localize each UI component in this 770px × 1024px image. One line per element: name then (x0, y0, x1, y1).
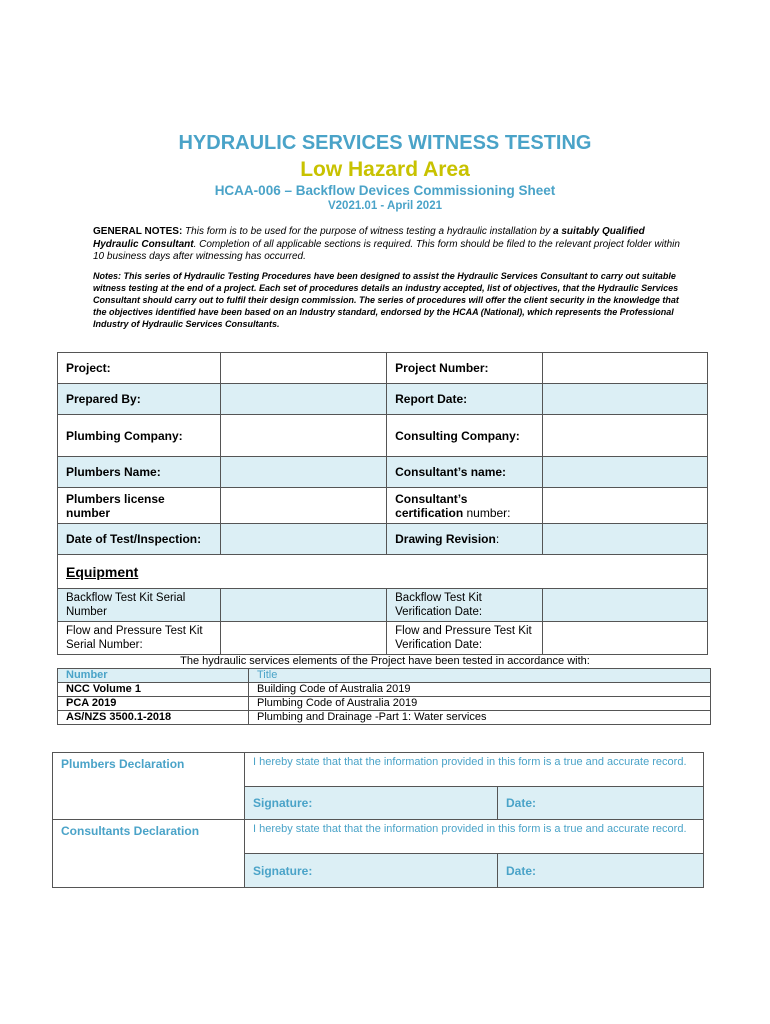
page-title: HYDRAULIC SERVICES WITNESS TESTING (178, 132, 592, 154)
backflow-serial-field[interactable] (221, 589, 387, 622)
project-number-field[interactable] (542, 353, 707, 384)
plumbers-name-label: Plumbers Name: (58, 457, 221, 488)
backflow-verification-field[interactable] (542, 589, 707, 622)
report-date-field[interactable] (542, 384, 707, 415)
consultants-declaration-statement: I hereby state that that the information provided in this form is a true and accurate record. (245, 820, 704, 854)
plumbers-declaration-label: Plumbers Declaration (53, 753, 245, 820)
general-notes-label: GENERAL NOTES: (93, 226, 183, 237)
consultants-declaration-label: Consultants Declaration (53, 820, 245, 888)
plumbing-company-field[interactable] (221, 415, 387, 457)
drawing-revision-colon: : (495, 532, 500, 546)
project-details-table (57, 352, 708, 655)
standards-statement: The hydraulic services elements of the Project have been tested in accordance with: (180, 655, 590, 667)
general-notes (93, 226, 683, 264)
consultants-name-field[interactable] (542, 457, 707, 488)
standard-number: AS/NZS 3500.1-2018 (58, 711, 249, 725)
plumbing-company-label: Plumbing Company: (58, 415, 221, 457)
consultants-name-label: Consultant’s name: (387, 457, 543, 488)
standards-number-header: Number (58, 669, 249, 683)
project-number-label: Project Number: (387, 353, 543, 384)
consultants-certification-label (387, 488, 543, 524)
equipment-heading: Equipment (58, 555, 708, 589)
general-notes-text1: This form is to be used for the purpose of witness testing a hydraulic installation by (182, 226, 554, 237)
flow-verification-label: Flow and Pressure Test Kit Verification Date: (387, 622, 543, 655)
procedures-notes: Notes: This series of Hydraulic Testing Procedures have been designed to assist the Hydraulic Services Consultant to carry out suitable witness testing at the end of a project. Each set of procedures details an industry accepted, list of objectives, that the Hydraulic Services Consultant should carry out to fulfil their design commission. The series of procedures will offer the client security in the knowledge that the objectives identified have been based on an Industry standard, endorsed by the HCAA (National), which represents the Professional Industry of Hydraulic Services Consultants. (93, 271, 679, 329)
plumbers-date-field[interactable]: Date: (498, 787, 704, 820)
consultants-signature-field[interactable]: Signature: (245, 854, 498, 888)
drawing-revision-field[interactable] (542, 524, 707, 555)
report-date-label: Report Date: (387, 384, 543, 415)
general-notes-emphasis: a suitably Qualified Hydraulic Consultant (93, 226, 645, 250)
drawing-revision-text: Drawing Revision (395, 532, 496, 546)
standard-title: Building Code of Australia 2019 (249, 683, 711, 697)
plumbers-license-field[interactable] (221, 488, 387, 524)
table-row (58, 711, 711, 725)
standard-title: Plumbing Code of Australia 2019 (249, 697, 711, 711)
consultants-certification-field[interactable] (542, 488, 707, 524)
backflow-verification-label: Backflow Test Kit Verification Date: (387, 589, 543, 622)
project-label: Project: (58, 353, 221, 384)
page-subtitle: Low Hazard Area (300, 158, 470, 181)
date-of-test-label: Date of Test/Inspection: (58, 524, 221, 555)
drawing-revision-label (387, 524, 543, 555)
plumbers-name-field[interactable] (221, 457, 387, 488)
plumbers-license-label: Plumbers license number (58, 488, 221, 524)
flow-serial-field[interactable] (221, 622, 387, 655)
standard-title: Plumbing and Drainage -Part 1: Water services (249, 711, 711, 725)
general-notes-text2: . Completion of all applicable sections is required. This form should be filed to the relevant project folder within 10 business days after witnessing has occurred. (93, 238, 680, 263)
declarations-table (52, 752, 704, 888)
plumbers-declaration-statement: I hereby state that that the information provided in this form is a true and accurate record. (245, 753, 704, 787)
plumbers-signature-field[interactable]: Signature: (245, 787, 498, 820)
standard-number: NCC Volume 1 (58, 683, 249, 697)
standards-table (57, 668, 711, 725)
table-row (58, 697, 711, 711)
consultants-date-field[interactable]: Date: (498, 854, 704, 888)
consulting-company-field[interactable] (542, 415, 707, 457)
table-row (58, 683, 711, 697)
standard-number: PCA 2019 (58, 697, 249, 711)
date-of-test-field[interactable] (221, 524, 387, 555)
flow-verification-field[interactable] (542, 622, 707, 655)
document-code: HCAA-006 – Backflow Devices Commissioning Sheet (214, 183, 556, 198)
prepared-by-label: Prepared By: (58, 384, 221, 415)
standards-title-header: Title (249, 669, 711, 683)
document-version: V2021.01 - April 2021 (327, 200, 442, 212)
consulting-company-label: Consulting Company: (387, 415, 543, 457)
project-field[interactable] (221, 353, 387, 384)
consultants-certification-suffix: number: (463, 505, 511, 520)
consultants-certification-text: Consultant’s certification (395, 491, 468, 520)
flow-serial-label: Flow and Pressure Test Kit Serial Number: (58, 622, 221, 655)
prepared-by-field[interactable] (221, 384, 387, 415)
backflow-serial-label: Backflow Test Kit Serial Number (58, 589, 221, 622)
